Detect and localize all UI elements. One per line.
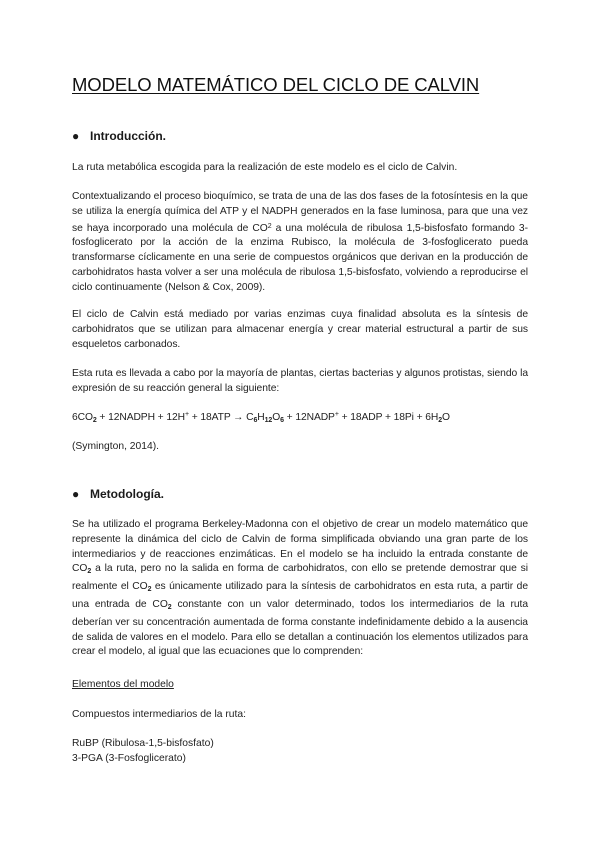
section-heading-label: Introducción. xyxy=(90,129,166,143)
subheading-elementos: Elementos del modelo xyxy=(72,679,174,690)
intermediates-label: Compuestos intermediarios de la ruta: xyxy=(72,709,246,720)
paragraph-intro-4: Esta ruta es llevada a cabo por la mayoría de plantas, ciertas bacterias y algunos protistas, siendo la expresión de su reacción general la siguiente: xyxy=(72,368,528,394)
paragraph-intro-3: El ciclo de Calvin está mediado por varias enzimas cuya finalidad absoluta es la síntesis de carbohidratos que se utilizan para almacenar energía y crear material estructural a partir de sus esqueletos carbonados. xyxy=(72,309,528,350)
citation: (Symington, 2014). xyxy=(72,441,159,452)
paragraph-intro-2: Contextualizando el proceso bioquímico, se trata de una de las dos fases de la fotosíntesis en la que se utiliza la energía química del ATP y el NADPH generados en la fase luminosa, para que una vez se haya incorporado una molécula de $CO^2$ a una molécula de ribulosa 1,5-bisfosfato formando 3-fosfoglicerato por la acción de la enzima Rubisco, la molécula de 3-fosfoglicerato pueda transformarse cíclicamente en una serie de compuestos orgánicos que derivan en la producción de carbohidratos hasta volver a ser una molécula de ribulosa 1,5-bisfosfato, volviendo a reproducirse el ciclo continuamente (Nelson & Cox, 2009). xyxy=(72,191,528,293)
paragraph-intro-1: La ruta metabólica escogida para la realización de este modelo es el ciclo de Calvin. xyxy=(72,162,458,173)
bullet-icon: ● xyxy=(72,487,80,501)
paragraph-method-1: Se ha utilizado el programa Berkeley-Madonna con el objetivo de crear un modelo matemático que represente la dinámica del ciclo de Calvin de forma simplificada obviando una gran parte de los intermediarios y de reacciones enzimáticas. En el modelo se ha incluido la entrada constante de $CO_2$ a la ruta, pero no la salida en forma de carbohidratos, con ello se pretende demostrar que si realmente el $CO_2$ es únicamente utilizado para la síntesis de carbohidratos en esta ruta, a partir de una entrada de $CO_2$ constante con un valor determinado, todos los intermediarios de la ruta deberían ver su concentración aumentada de forma constante indefinidamente debido a la ausencia de salida de valores en el modelo. Para ello se detallan a continuación los elementos utilizados para crear el modelo, al igual que las ecuaciones que lo comprenden: xyxy=(72,519,528,658)
section-heading-metodologia xyxy=(72,487,164,501)
page-title: MODELO MATEMÁTICO DEL CICLO DE CALVIN xyxy=(72,74,480,95)
section-heading-label: Metodología. xyxy=(90,487,164,501)
bullet-icon: ● xyxy=(72,129,80,143)
list-item: RuBP (Ribulosa-1,5-bisfosfato) xyxy=(72,738,214,749)
reaction-equation: $6CO_2$ + 12NADPH + $12H^+ + 18ATP \to C_6H_{12}O_6$ + 12NADP+ + $18ADP + 18Pi + 6H_2O$ xyxy=(72,411,450,424)
list-item: 3-PGA (3-Fosfoglicerato) xyxy=(72,753,186,764)
section-heading-introduccion xyxy=(72,129,166,143)
